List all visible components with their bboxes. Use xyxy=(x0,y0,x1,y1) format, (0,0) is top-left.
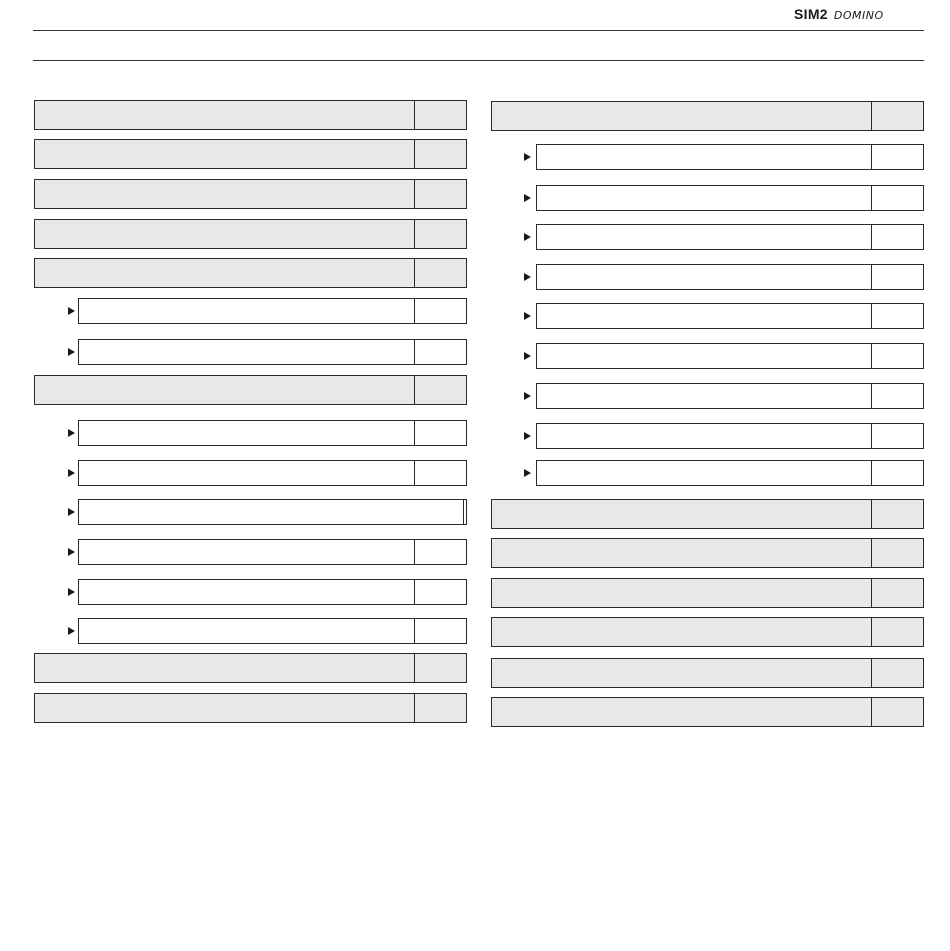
row-value xyxy=(415,180,466,208)
right-heading-row xyxy=(491,617,924,647)
left-sub-row xyxy=(78,539,467,565)
triangle-bullet-icon xyxy=(68,588,75,596)
right-sub-row xyxy=(536,264,924,290)
row-value xyxy=(872,225,923,249)
row-value xyxy=(872,145,923,169)
row-label xyxy=(79,540,415,564)
row-label xyxy=(35,220,415,248)
row-label xyxy=(492,579,872,607)
right-sub-row xyxy=(536,343,924,369)
brand-logo xyxy=(794,6,884,22)
right-sub-row xyxy=(536,185,924,211)
row-label xyxy=(79,340,415,364)
row-value xyxy=(872,698,923,726)
model-name: DOMINO xyxy=(833,9,884,22)
row-value xyxy=(415,654,466,682)
row-value xyxy=(872,102,923,130)
right-sub-row xyxy=(536,144,924,170)
triangle-bullet-icon xyxy=(68,348,75,356)
right-sub-row xyxy=(536,383,924,409)
triangle-bullet-icon xyxy=(68,627,75,635)
triangle-bullet-icon xyxy=(524,194,531,202)
row-value xyxy=(872,304,923,328)
right-heading-row xyxy=(491,499,924,529)
row-label xyxy=(35,101,415,129)
row-value xyxy=(415,580,466,604)
left-heading-row xyxy=(34,693,467,723)
left-heading-row xyxy=(34,179,467,209)
left-heading-row xyxy=(34,653,467,683)
right-sub-row xyxy=(536,224,924,250)
row-label xyxy=(35,140,415,168)
left-sub-row xyxy=(78,339,467,365)
row-value xyxy=(415,259,466,287)
brand-name: SIM2 xyxy=(794,6,828,22)
right-heading-row xyxy=(491,658,924,688)
row-value xyxy=(872,186,923,210)
row-label xyxy=(537,461,872,485)
row-label xyxy=(537,225,872,249)
row-label xyxy=(492,539,872,567)
row-label xyxy=(537,344,872,368)
row-label xyxy=(492,698,872,726)
row-label xyxy=(79,421,415,445)
row-value xyxy=(872,461,923,485)
right-heading-row xyxy=(491,101,924,131)
triangle-bullet-icon xyxy=(524,392,531,400)
row-label xyxy=(537,265,872,289)
row-value xyxy=(464,500,466,524)
row-label xyxy=(35,376,415,404)
row-value xyxy=(872,618,923,646)
row-label xyxy=(79,500,464,524)
row-label xyxy=(537,145,872,169)
row-value xyxy=(415,220,466,248)
row-value xyxy=(872,424,923,448)
left-heading-row xyxy=(34,100,467,130)
row-label xyxy=(537,384,872,408)
row-label xyxy=(537,186,872,210)
header-rule-bottom xyxy=(33,60,924,61)
left-sub-row xyxy=(78,579,467,605)
triangle-bullet-icon xyxy=(68,508,75,516)
right-heading-row xyxy=(491,538,924,568)
triangle-bullet-icon xyxy=(524,153,531,161)
row-value xyxy=(872,579,923,607)
row-label xyxy=(35,259,415,287)
row-value xyxy=(872,265,923,289)
left-sub-row xyxy=(78,618,467,644)
triangle-bullet-icon xyxy=(524,312,531,320)
row-label xyxy=(537,424,872,448)
row-value xyxy=(872,500,923,528)
row-value xyxy=(415,140,466,168)
header-rule-top xyxy=(33,30,924,31)
left-sub-row xyxy=(78,499,467,525)
triangle-bullet-icon xyxy=(68,548,75,556)
row-label xyxy=(35,180,415,208)
right-heading-row xyxy=(491,578,924,608)
triangle-bullet-icon xyxy=(68,469,75,477)
left-heading-row xyxy=(34,139,467,169)
right-sub-row xyxy=(536,303,924,329)
row-value xyxy=(872,384,923,408)
row-value xyxy=(415,101,466,129)
row-value xyxy=(872,659,923,687)
left-sub-row xyxy=(78,420,467,446)
left-sub-row xyxy=(78,460,467,486)
right-sub-row xyxy=(536,460,924,486)
row-label xyxy=(35,694,415,722)
triangle-bullet-icon xyxy=(524,233,531,241)
row-value xyxy=(415,461,466,485)
row-value xyxy=(415,299,466,323)
right-heading-row xyxy=(491,697,924,727)
row-value xyxy=(872,344,923,368)
triangle-bullet-icon xyxy=(524,469,531,477)
row-value xyxy=(415,421,466,445)
row-label xyxy=(492,102,872,130)
right-sub-row xyxy=(536,423,924,449)
row-label xyxy=(537,304,872,328)
row-label xyxy=(492,500,872,528)
row-value xyxy=(415,340,466,364)
row-label xyxy=(79,580,415,604)
row-value xyxy=(415,619,466,643)
triangle-bullet-icon xyxy=(524,273,531,281)
triangle-bullet-icon xyxy=(524,352,531,360)
row-label xyxy=(35,654,415,682)
left-heading-row xyxy=(34,258,467,288)
row-value xyxy=(872,539,923,567)
left-heading-row xyxy=(34,375,467,405)
row-label xyxy=(79,299,415,323)
row-value xyxy=(415,540,466,564)
row-label xyxy=(492,618,872,646)
triangle-bullet-icon xyxy=(524,432,531,440)
row-value xyxy=(415,694,466,722)
left-heading-row xyxy=(34,219,467,249)
row-label xyxy=(492,659,872,687)
triangle-bullet-icon xyxy=(68,307,75,315)
row-label xyxy=(79,461,415,485)
row-value xyxy=(415,376,466,404)
left-sub-row xyxy=(78,298,467,324)
row-label xyxy=(79,619,415,643)
triangle-bullet-icon xyxy=(68,429,75,437)
